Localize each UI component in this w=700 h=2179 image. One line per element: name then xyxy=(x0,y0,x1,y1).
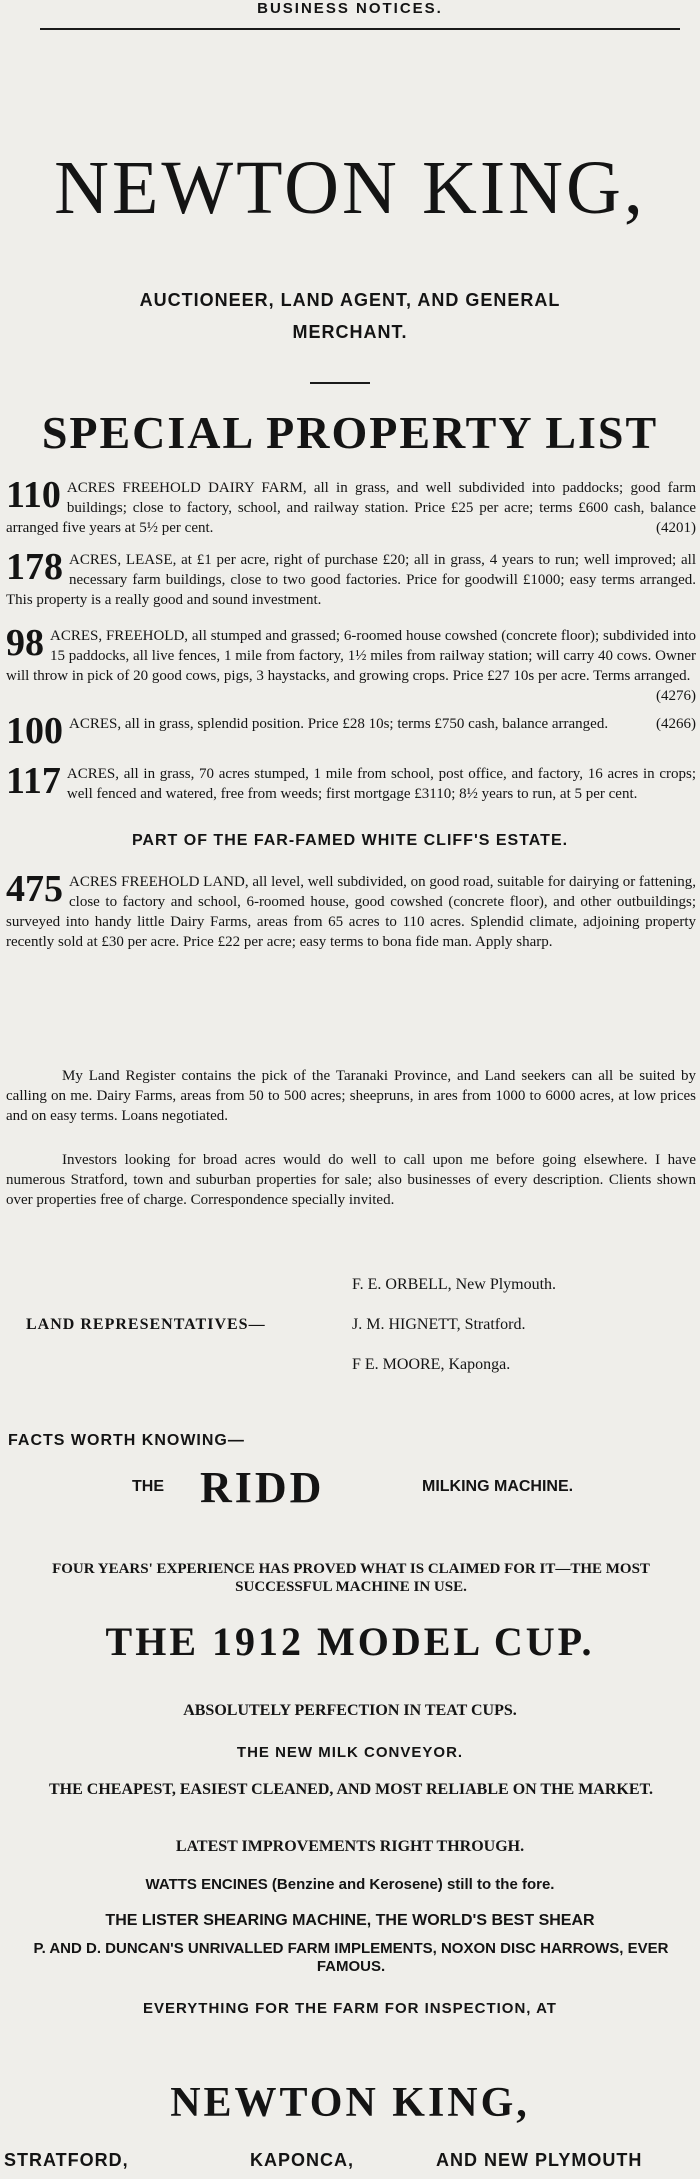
estate-heading: PART OF THE FAR-FAMED WHITE CLIFF'S ESTATE. xyxy=(131,832,569,849)
property-entry xyxy=(6,760,696,804)
header-rule xyxy=(40,28,680,30)
footer-location: KAPONCA, xyxy=(250,2150,355,2170)
property-entry xyxy=(6,474,696,538)
model-cup-heading: THE 1912 MODEL CUP. xyxy=(105,1619,595,1664)
lister-line: THE LISTER SHEARING MACHINE, THE WORLD'S BEST SHEAR xyxy=(105,1912,595,1929)
footer-location: AND NEW PLYMOUTH xyxy=(436,2150,643,2170)
experience-text: FOUR YEARS' EXPERIENCE HAS PROVED WHAT IS CLAIMED FOR IT—THE MOST SUCCESSFUL MACHINE IN USE. xyxy=(52,1561,650,1595)
entry-number: 98 xyxy=(6,622,44,664)
entry-text: ACRES FREEHOLD LAND, all level, well subdivided, on good road, suitable for dairying or fattening, close to factory and school, 6-roomed house, good cowshed (concrete floor), and other outbuildings; surveyed into handy little Dairy Farms, areas from 65 acres to 110 acres. Splendid climate, adjoining property recently sold at £30 per acre. Price £22 per acre; easy terms to bona fide man. Apply sharp. xyxy=(6,874,696,950)
perfection-line: ABSOLUTELY PERFECTION IN TEAT CUPS. xyxy=(183,1702,517,1719)
entry-number: 117 xyxy=(6,760,61,802)
property-entry xyxy=(6,710,696,752)
ridd-machine: MILKING MACHINE. xyxy=(422,1478,574,1495)
representative-name: F. E. ORBELL, New Plymouth. xyxy=(352,1276,557,1293)
estate-entry xyxy=(6,868,696,952)
footer-name: NEWTON KING, xyxy=(170,2080,530,2126)
conveyor-line: THE NEW MILK CONVEYOR. xyxy=(236,1744,464,1761)
entry-number: 475 xyxy=(6,868,63,910)
divider xyxy=(310,382,370,384)
entry-ref: (4266) xyxy=(656,716,696,732)
section-header: BUSINESS NOTICES. xyxy=(257,0,443,17)
ridd-name: RIDD xyxy=(200,1463,325,1512)
entry-number: 178 xyxy=(6,546,63,588)
register-paragraph: My Land Register contains the pick of the Taranaki Province, and Land seekers can all be suited by calling on me. Dairy Farms, areas from 50 to 500 acres; sheepruns, in ares from 1000 to 6000 acres, at low prices and on easy terms. Loans negotiated. xyxy=(6,1068,696,1124)
duncan-line: P. AND D. DUNCAN'S UNRIVALLED FARM IMPLEMENTS, NOXON DISC HARROWS, EVER FAMOUS. xyxy=(33,1940,669,1975)
entry-text: ACRES, all in grass, splendid position. Price £28 10s; terms £750 cash, balance arranged. xyxy=(69,716,609,732)
subtitle-line-1: AUCTIONEER, LAND AGENT, AND GENERAL xyxy=(139,290,561,310)
footer-location: STRATFORD, xyxy=(4,2150,129,2170)
entry-text: ACRES, all in grass, 70 acres stumped, 1 mile from school, post office, and factory, 16 acres in crops; well fenced and watered, free from weeds; first mortgage £3110; 8½ years to run, at 5 per cent. xyxy=(66,766,696,802)
representative-name: F E. MOORE, Kaponga. xyxy=(352,1356,511,1373)
cheapest-line: THE CHEAPEST, EASIEST CLEANED, AND MOST RELIABLE ON THE MARKET. xyxy=(49,1781,653,1798)
improvements-line: LATEST IMPROVEMENTS RIGHT THROUGH. xyxy=(175,1838,525,1855)
property-entry xyxy=(6,546,696,610)
facts-heading: FACTS WORTH KNOWING— xyxy=(8,1432,245,1449)
entry-text: ACRES, LEASE, at £1 per acre, right of purchase £20; all in grass, 4 years to run; well improved; all necessary farm buildings, close to two good factories. Price for goodwill £1000; easy terms arranged. This property is a really good and sound investment. xyxy=(6,552,696,608)
entry-number: 110 xyxy=(6,474,61,516)
representative-name: J. M. HIGNETT, Stratford. xyxy=(352,1316,526,1333)
entry-number: 100 xyxy=(6,710,63,752)
entry-text: ACRES FREEHOLD DAIRY FARM, all in grass, and well subdivided into paddocks; good farm buildings; close to factory, school, and railway station. Price £25 per acre; terms £600 cash, balance arranged five years at 5½ per cent. xyxy=(6,480,696,536)
entry-text: ACRES, FREEHOLD, all stumped and grassed; 6-roomed house cowshed (concrete floor); subdivided into 15 paddocks, all live fences, 1 mile from factory, 1½ miles from railway station; will carry 40 cows. Owner will throw in pick of 20 good cows, pigs, 3 haystacks, and growing crops. Price £27 10s per acre. Terms arranged. xyxy=(6,628,696,684)
watts-line: WATTS ENCINES (Benzine and Kerosene) still to the fore. xyxy=(145,1876,555,1893)
everything-line: EVERYTHING FOR THE FARM FOR INSPECTION, AT xyxy=(143,2000,557,2017)
subtitle-line-2: MERCHANT. xyxy=(292,322,408,342)
advertiser-title: NEWTON KING, xyxy=(54,146,646,230)
property-entry xyxy=(6,622,696,706)
entry-ref: (4276) xyxy=(656,688,696,704)
list-heading: SPECIAL PROPERTY LIST xyxy=(41,407,659,458)
representatives-label: LAND REPRESENTATIVES— xyxy=(26,1316,266,1333)
investors-paragraph: Investors looking for broad acres would do well to call upon me before going elsewhere. I have numerous Stratford, town and suburban properties for sale; also businesses of every description. Clients shown over properties free of charge. Correspondence specially invited. xyxy=(6,1152,696,1208)
ridd-the: THE xyxy=(132,1478,164,1495)
entry-ref: (4201) xyxy=(656,520,696,536)
